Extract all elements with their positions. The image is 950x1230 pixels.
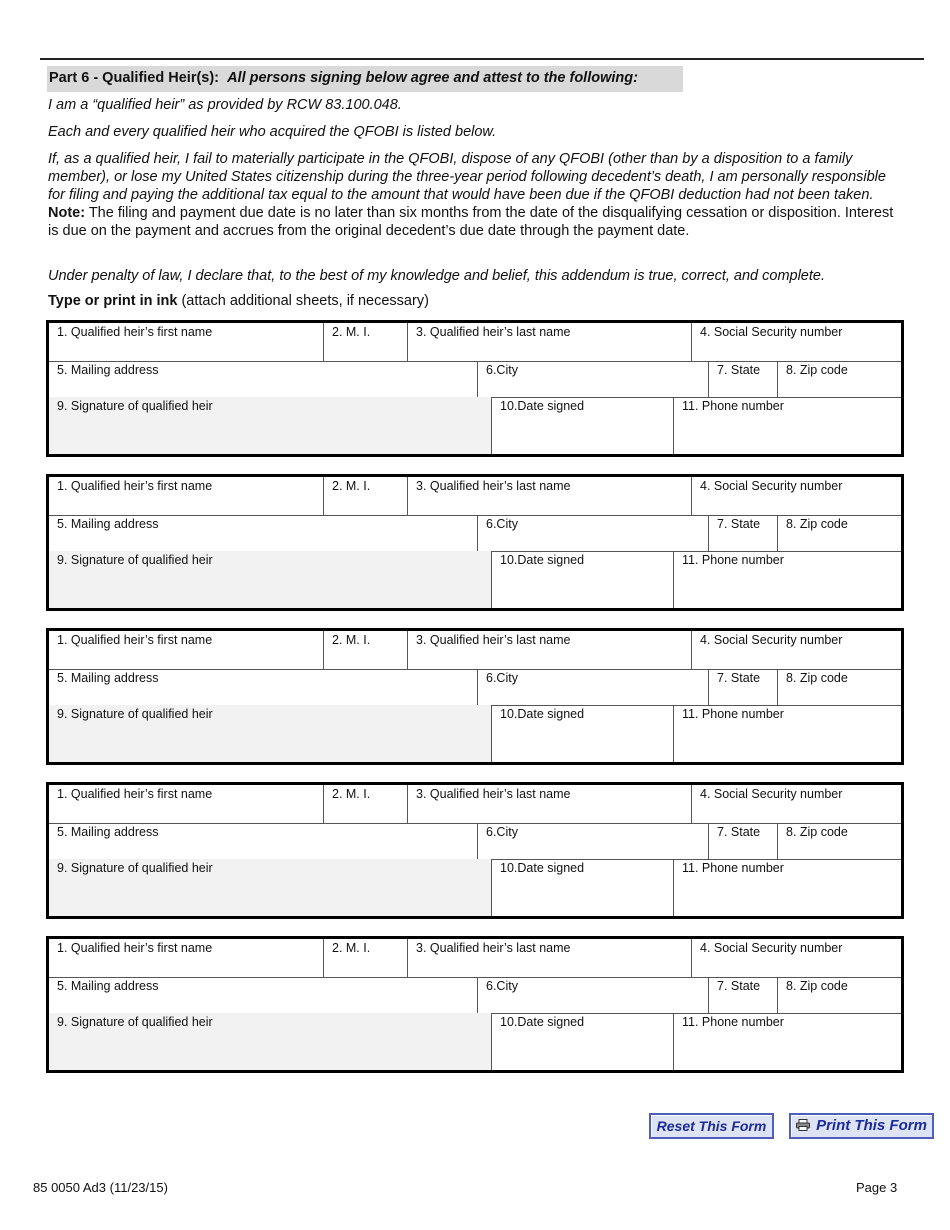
qualified-heir-block (46, 782, 904, 919)
heir-row-address (49, 515, 901, 552)
state-field[interactable] (708, 361, 777, 397)
zip-code-label: 8. Zip code (786, 671, 848, 685)
state-field[interactable] (708, 823, 777, 859)
date-signed-field[interactable] (491, 705, 673, 762)
signature-label: 9. Signature of qualified heir (57, 707, 213, 721)
city-label: 6.City (486, 979, 518, 993)
ssn-label: 4. Social Security number (700, 941, 843, 955)
date-signed-field[interactable] (491, 397, 673, 454)
mailing-address-label: 5. Mailing address (57, 671, 159, 685)
signature-label: 9. Signature of qualified heir (57, 553, 213, 567)
date-signed-field[interactable] (491, 551, 673, 608)
first-name-field[interactable] (49, 631, 323, 669)
phone-number-label: 11. Phone number (682, 399, 784, 413)
zip-code-field[interactable] (777, 361, 901, 397)
ssn-field[interactable] (691, 631, 901, 669)
signature-label: 9. Signature of qualified heir (57, 399, 213, 413)
last-name-label: 3. Qualified heir’s last name (416, 787, 571, 801)
zip-code-field[interactable] (777, 515, 901, 551)
first-name-label: 1. Qualified heir’s first name (57, 633, 213, 647)
middle-initial-field[interactable] (323, 323, 407, 361)
signature-field[interactable] (49, 859, 491, 916)
phone-number-field[interactable] (673, 859, 901, 916)
signature-label: 9. Signature of qualified heir (57, 861, 213, 875)
qualified-heir-statement: I am a “qualified heir” as provided by RCW 83.100.048. (48, 97, 402, 113)
signature-field[interactable] (49, 705, 491, 762)
middle-initial-label: 2. M. I. (332, 941, 371, 955)
heirs-listed-statement: Each and every qualified heir who acquired the QFOBI is listed below. (48, 124, 497, 140)
heir-row-signature (49, 551, 901, 608)
zip-code-label: 8. Zip code (786, 517, 848, 531)
first-name-field[interactable] (49, 939, 323, 977)
last-name-label: 3. Qualified heir’s last name (416, 325, 571, 339)
state-field[interactable] (708, 515, 777, 551)
mailing-address-field[interactable] (49, 823, 477, 859)
ssn-label: 4. Social Security number (700, 479, 843, 493)
print-form-label: Print This Form (816, 1117, 927, 1134)
first-name-field[interactable] (49, 323, 323, 361)
mailing-address-field[interactable] (49, 361, 477, 397)
state-label: 7. State (717, 363, 761, 377)
mailing-address-label: 5. Mailing address (57, 825, 159, 839)
top-rule (40, 58, 924, 60)
zip-code-field[interactable] (777, 823, 901, 859)
city-field[interactable] (477, 361, 708, 397)
part-header (47, 66, 683, 92)
state-field[interactable] (708, 977, 777, 1013)
phone-number-field[interactable] (673, 551, 901, 608)
phone-number-label: 11. Phone number (682, 553, 784, 567)
middle-initial-field[interactable] (323, 631, 407, 669)
ssn-label: 4. Social Security number (700, 787, 843, 801)
last-name-label: 3. Qualified heir’s last name (416, 633, 571, 647)
state-label: 7. State (717, 517, 761, 531)
ssn-label: 4. Social Security number (700, 633, 843, 647)
mailing-address-label: 5. Mailing address (57, 979, 159, 993)
mailing-address-field[interactable] (49, 515, 477, 551)
city-field[interactable] (477, 669, 708, 705)
state-label: 7. State (717, 671, 761, 685)
last-name-field[interactable] (407, 323, 691, 361)
heir-row-name (49, 323, 901, 362)
form-id: 85 0050 Ad3 (11/23/15) (33, 1180, 168, 1195)
middle-initial-label: 2. M. I. (332, 787, 371, 801)
last-name-field[interactable] (407, 631, 691, 669)
first-name-label: 1. Qualified heir’s first name (57, 787, 213, 801)
heir-row-address (49, 823, 901, 860)
state-label: 7. State (717, 979, 761, 993)
phone-number-field[interactable] (673, 1013, 901, 1070)
mailing-address-label: 5. Mailing address (57, 517, 159, 531)
first-name-label: 1. Qualified heir’s first name (57, 479, 213, 493)
phone-number-field[interactable] (673, 397, 901, 454)
last-name-field[interactable] (407, 939, 691, 977)
qualified-heir-block (46, 474, 904, 611)
phone-number-label: 11. Phone number (682, 1015, 784, 1029)
middle-initial-field[interactable] (323, 939, 407, 977)
signature-field[interactable] (49, 551, 491, 608)
qualified-heir-block (46, 936, 904, 1073)
first-name-field[interactable] (49, 477, 323, 515)
part-title: Part 6 - Qualified Heir(s): (49, 70, 220, 86)
qualified-heir-block (46, 320, 904, 457)
city-field[interactable] (477, 515, 708, 551)
mailing-address-label: 5. Mailing address (57, 363, 159, 377)
mailing-address-field[interactable] (49, 977, 477, 1013)
phone-number-label: 11. Phone number (682, 707, 784, 721)
heir-row-address (49, 361, 901, 398)
heir-row-name (49, 939, 901, 978)
state-field[interactable] (708, 669, 777, 705)
mailing-address-field[interactable] (49, 669, 477, 705)
note-text: The filing and payment due date is no later than six months from the date of the disqualifying cessation or disposition. Interest is due on the payment and accrues from the original decedent’s due date through the payment date. (48, 205, 894, 239)
date-signed-label: 10.Date signed (500, 553, 585, 567)
signature-field[interactable] (49, 1013, 491, 1070)
last-name-field[interactable] (407, 477, 691, 515)
ssn-field[interactable] (691, 785, 901, 823)
middle-initial-field[interactable] (323, 785, 407, 823)
part-subtitle: All persons signing below agree and attest to the following: (227, 70, 638, 86)
zip-code-label: 8. Zip code (786, 979, 848, 993)
heir-row-signature (49, 1013, 901, 1070)
state-label: 7. State (717, 825, 761, 839)
ssn-field[interactable] (691, 477, 901, 515)
print-form-button[interactable] (789, 1113, 934, 1139)
heir-row-signature (49, 397, 901, 454)
reset-form-button[interactable]: Reset This Form (649, 1113, 774, 1139)
heir-row-signature (49, 705, 901, 762)
disqualification-text: If, as a qualified heir, I fail to materially participate in the QFOBI, dispose of any QFOBI (other than by a disposition to a family member), or lose my United States citizenship during the three-year period following decedent’s death, I am personally responsible for filing and paying the additional tax equal to the amount that would have been due if the QFOBI deduction had not been taken. (48, 151, 886, 203)
phone-number-label: 11. Phone number (682, 861, 784, 875)
city-label: 6.City (486, 363, 518, 377)
middle-initial-label: 2. M. I. (332, 325, 371, 339)
disqualification-statement (48, 150, 898, 240)
printer-icon (796, 1119, 810, 1131)
heir-row-address (49, 977, 901, 1014)
zip-code-label: 8. Zip code (786, 825, 848, 839)
middle-initial-label: 2. M. I. (332, 479, 371, 493)
penalty-declaration: Under penalty of law, I declare that, to the best of my knowledge and belief, this addendum is true, correct, and complete. (48, 268, 825, 284)
heir-row-name (49, 477, 901, 516)
ssn-label: 4. Social Security number (700, 325, 843, 339)
zip-code-label: 8. Zip code (786, 363, 848, 377)
city-field[interactable] (477, 977, 708, 1013)
signature-label: 9. Signature of qualified heir (57, 1015, 213, 1029)
heir-row-signature (49, 859, 901, 916)
city-label: 6.City (486, 517, 518, 531)
date-signed-label: 10.Date signed (500, 861, 585, 875)
city-field[interactable] (477, 823, 708, 859)
ssn-field[interactable] (691, 323, 901, 361)
middle-initial-label: 2. M. I. (332, 633, 371, 647)
city-label: 6.City (486, 825, 518, 839)
last-name-label: 3. Qualified heir’s last name (416, 479, 571, 493)
type-print-instruction (48, 293, 429, 309)
last-name-label: 3. Qualified heir’s last name (416, 941, 571, 955)
first-name-label: 1. Qualified heir’s first name (57, 325, 213, 339)
last-name-field[interactable] (407, 785, 691, 823)
zip-code-field[interactable] (777, 669, 901, 705)
date-signed-label: 10.Date signed (500, 399, 585, 413)
heir-row-name (49, 631, 901, 670)
middle-initial-field[interactable] (323, 477, 407, 515)
page-number: Page 3 (856, 1180, 898, 1195)
note-label: Note: (48, 205, 86, 221)
date-signed-label: 10.Date signed (500, 707, 585, 721)
signature-field[interactable] (49, 397, 491, 454)
phone-number-field[interactable] (673, 705, 901, 762)
type-print-rest: (attach additional sheets, if necessary) (177, 293, 429, 309)
city-label: 6.City (486, 671, 518, 685)
date-signed-label: 10.Date signed (500, 1015, 585, 1029)
ssn-field[interactable] (691, 939, 901, 977)
zip-code-field[interactable] (777, 977, 901, 1013)
qualified-heir-block (46, 628, 904, 765)
type-print-bold: Type or print in ink (48, 293, 178, 309)
heir-row-name (49, 785, 901, 824)
heir-row-address (49, 669, 901, 706)
first-name-field[interactable] (49, 785, 323, 823)
first-name-label: 1. Qualified heir’s first name (57, 941, 213, 955)
date-signed-field[interactable] (491, 1013, 673, 1070)
date-signed-field[interactable] (491, 859, 673, 916)
